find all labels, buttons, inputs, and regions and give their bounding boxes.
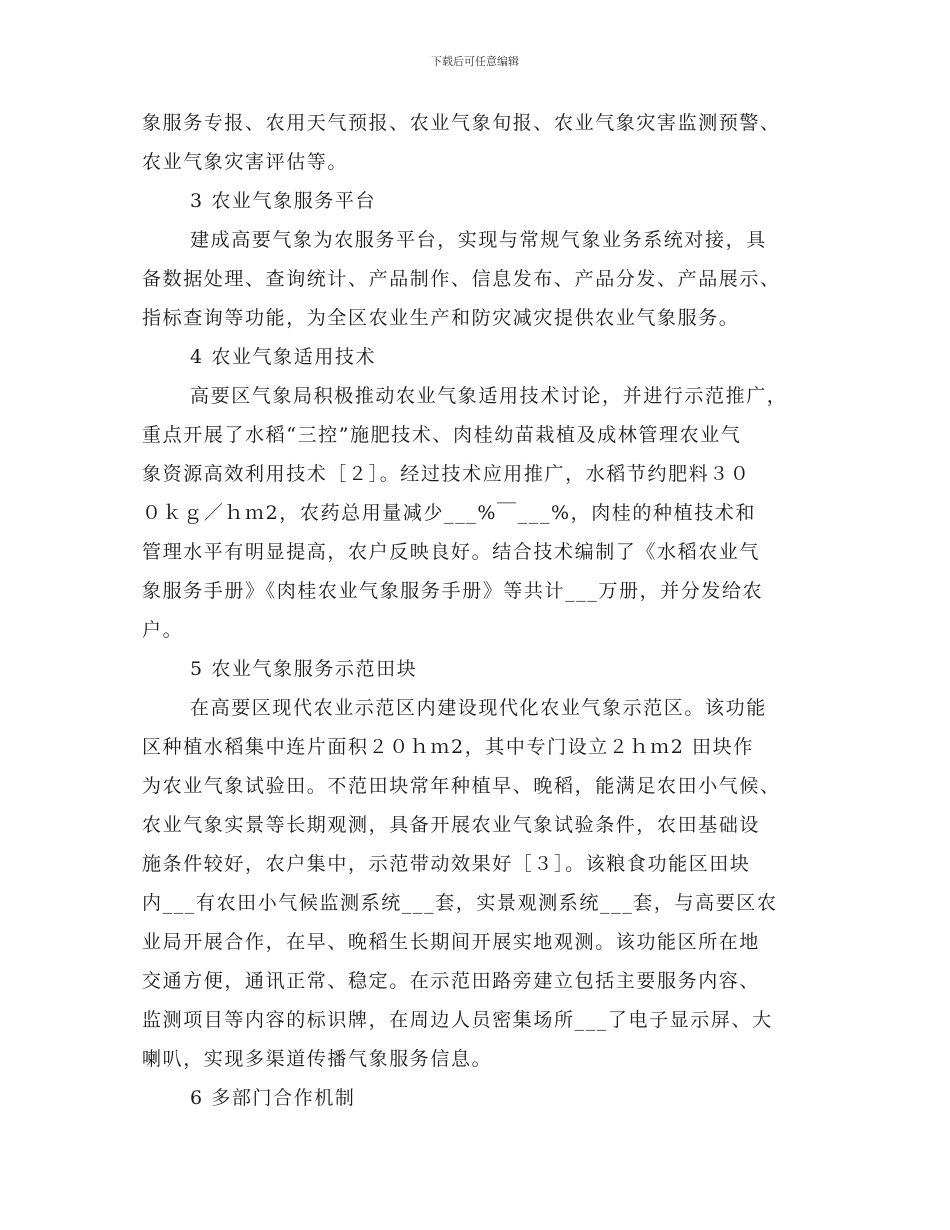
paragraph-line: 象资源高效利用技术［２］。经过技术应用推广，水稻节约肥料３０: [142, 463, 751, 485]
paragraph-line: ０ｋｇ／ｈｍ2，农药总用量减少___%￣___%，肉桂的种植技术和: [142, 502, 756, 524]
page-header: 下载后可任意编辑: [431, 55, 519, 68]
paragraph-line: 重点开展了水稻“三控”施肥技术、肉桂幼苗栽植及成林管理农业气: [142, 424, 742, 446]
section-heading-5: 5 农业气象服务示范田块: [190, 658, 418, 680]
paragraph-line: 内___有农田小气候监测系统___套，实景观测系统___套，与高要区农: [142, 892, 778, 914]
paragraph-line: 农业气象实景等长期观测，具备开展农业气象试验条件，农田基础设: [142, 814, 761, 836]
paragraph-line: 象服务手册》《肉桂农业气象服务手册》等共计___万册，并分发给农: [142, 580, 764, 602]
paragraph-line: 喇叭，实现多渠道传播气象服务信息。: [142, 1048, 493, 1070]
paragraph-line: 农业气象灾害评估等。: [142, 151, 349, 173]
section-heading-6: 6 多部门合作机制: [190, 1087, 356, 1109]
paragraph-line: 户。: [142, 619, 184, 641]
paragraph-line: 象服务专报、农用天气预报、农业气象旬报、农业气象灾害监测预警、: [142, 112, 781, 134]
paragraph-line: 施条件较好，农户集中，示范带动效果好［３］。该粮食功能区田块: [142, 853, 751, 875]
paragraph-line: 指标查询等功能，为全区农业生产和防灾减灾提供农业气象服务。: [142, 307, 740, 329]
paragraph-line: 业局开展合作，在早、晚稻生长期间开展实地观测。该功能区所在地: [142, 931, 761, 953]
paragraph-line: 交通方便，通讯正常、稳定。在示范田路旁建立包括主要服务内容、: [142, 970, 761, 992]
paragraph-line: 监测项目等内容的标识牌，在周边人员密集场所___了电子显示屏、大: [142, 1009, 773, 1031]
paragraph-line: 管理水平有明显提高，农户反映良好。结合技术编制了《水稻农业气: [142, 541, 761, 563]
paragraph-line: 在高要区现代农业示范区内建设现代化农业气象示范区。该功能: [190, 697, 767, 719]
paragraph-line: 为农业气象试验田。不范田块常年种植早、晚稻，能满足农田小气候、: [142, 775, 781, 797]
section-heading-3: 3 农业气象服务平台: [190, 190, 377, 212]
paragraph-line: 区种植水稻集中连片面积２０ｈｍ2，其中专门设立２ｈｍ2 田块作: [142, 736, 754, 758]
paragraph-line: 高要区气象局积极推动农业气象适用技术讨论，并进行示范推广，: [190, 385, 788, 407]
paragraph-line: 建成高要气象为农服务平台，实现与常规气象业务系统对接，具: [190, 229, 767, 251]
paragraph-line: 备数据处理、查询统计、产品制作、信息发布、产品分发、产品展示、: [142, 268, 781, 290]
section-heading-4: 4 农业气象适用技术: [190, 346, 377, 368]
